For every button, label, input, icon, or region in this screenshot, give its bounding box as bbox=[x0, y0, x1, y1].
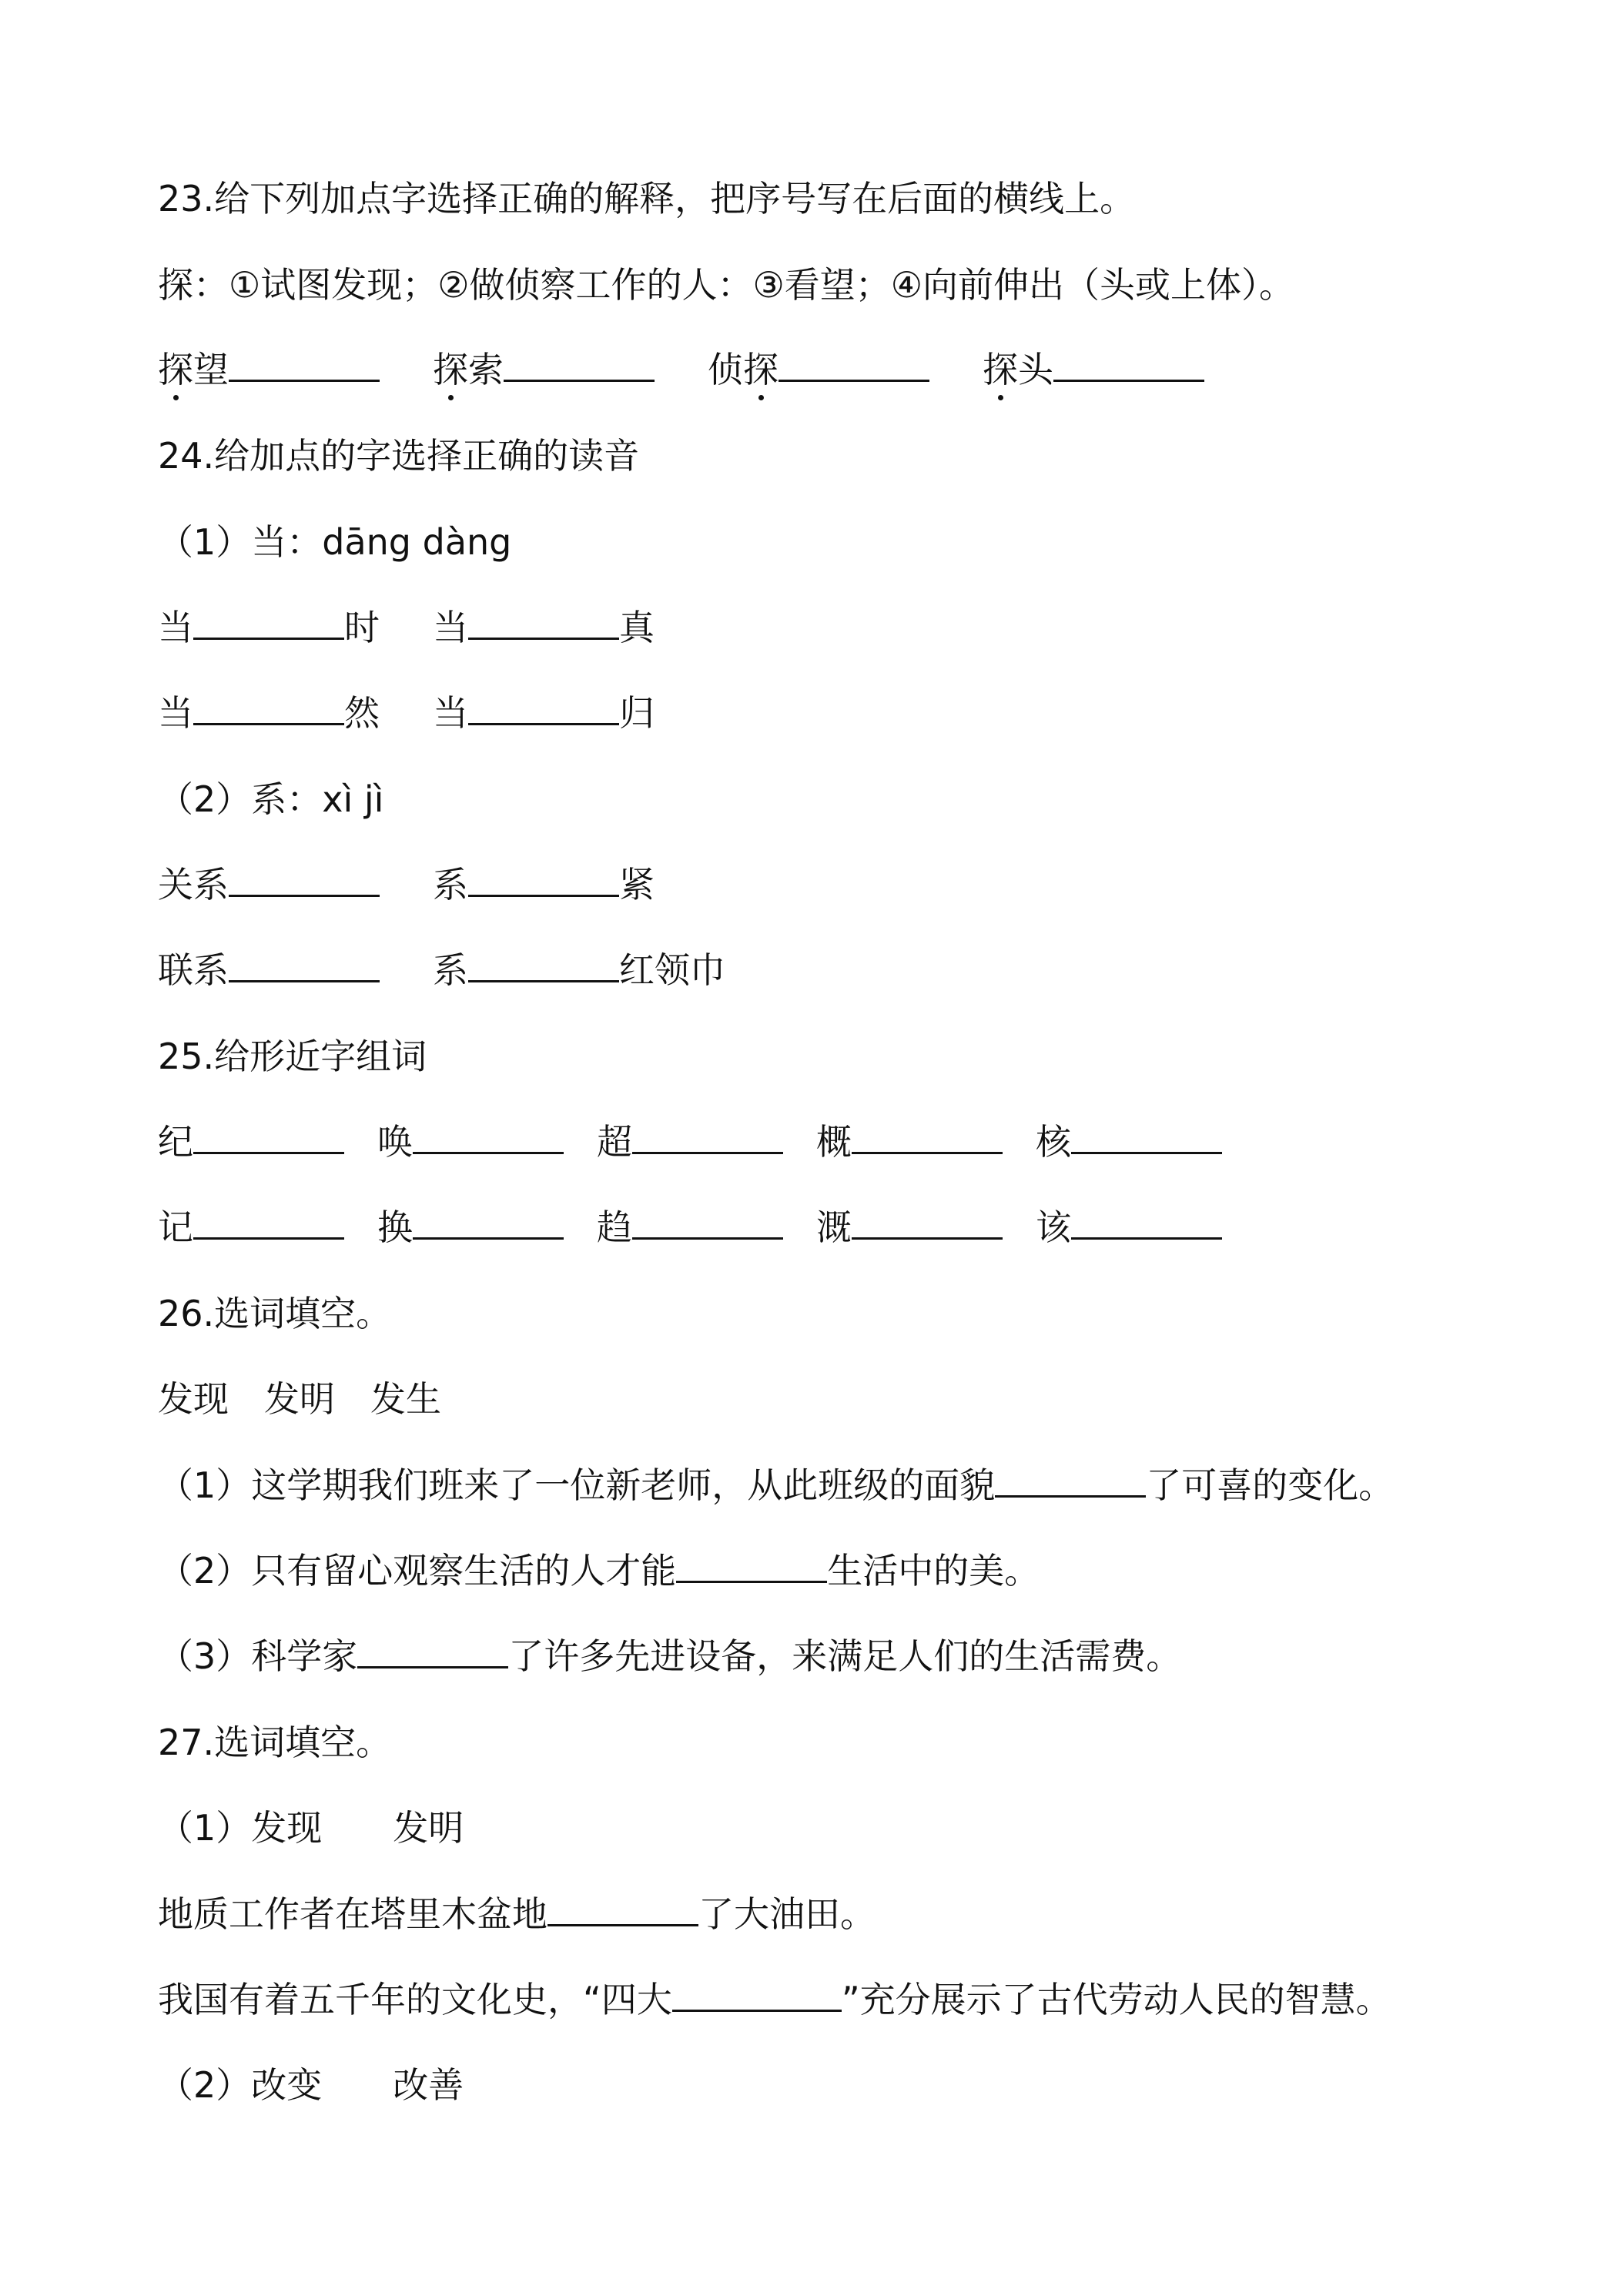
q24-sub2: （2）系：xì jì bbox=[158, 778, 384, 820]
q25-item: 纪 bbox=[158, 1111, 344, 1173]
q25-item: 趋 bbox=[597, 1197, 783, 1258]
q25-title: 25.给形近字组词 bbox=[158, 1036, 427, 1077]
answer-blank[interactable] bbox=[468, 945, 619, 982]
q25-item: 溉 bbox=[816, 1197, 1003, 1258]
q25-row-2 bbox=[158, 1197, 1313, 1258]
q24-item: 当 真 bbox=[433, 597, 655, 658]
q27-item-1: 地质工作者在塔里木盆地 了大油田。 bbox=[158, 1883, 876, 1945]
q25-item: 换 bbox=[377, 1197, 564, 1258]
answer-blank[interactable] bbox=[193, 688, 344, 725]
answer-blank[interactable] bbox=[193, 1116, 344, 1154]
answer-blank[interactable] bbox=[852, 1116, 1003, 1154]
answer-blank[interactable] bbox=[779, 344, 929, 382]
q24-title: 24.给加点的字选择正确的读音 bbox=[158, 435, 640, 477]
answer-blank[interactable] bbox=[357, 1631, 508, 1668]
q24-item: 当 然 bbox=[158, 682, 380, 744]
q23-options: 探：①试图发现；②做侦察工作的人：③看望；④向前伸出（头或上体）。 bbox=[158, 264, 1294, 306]
q25-item: 核 bbox=[1036, 1111, 1222, 1173]
q23-word-4: 探头 bbox=[983, 339, 1204, 400]
q26-choices: 发现 发明 发生 bbox=[158, 1378, 441, 1420]
answer-blank[interactable] bbox=[504, 344, 655, 382]
q24-item: 系 紧 bbox=[433, 854, 655, 915]
answer-blank[interactable] bbox=[413, 1116, 564, 1154]
q24-item: 当 时 bbox=[158, 597, 380, 658]
answer-blank[interactable] bbox=[229, 945, 380, 982]
q25-item: 唤 bbox=[377, 1111, 564, 1173]
q27-sub2: （2）改变 改善 bbox=[158, 2064, 464, 2106]
q25-row-1 bbox=[158, 1111, 1313, 1173]
answer-blank[interactable] bbox=[995, 1460, 1146, 1498]
q26-item-1: （1）这学期我们班来了一位新老师，从此班级的面貌 了可喜的变化。 bbox=[158, 1454, 1394, 1516]
answer-blank[interactable] bbox=[229, 344, 380, 382]
q24-item: 关系 bbox=[158, 854, 380, 915]
q27-item-2: 我国有着五千年的文化史，“四大 ”充分展示了古代劳动人民的智慧。 bbox=[158, 1969, 1391, 2030]
q26-item-3: （3）科学家 了许多先进设备，来满足人们的生活需费。 bbox=[158, 1625, 1181, 1687]
q25-item: 概 bbox=[816, 1111, 1003, 1173]
answer-blank[interactable] bbox=[193, 602, 344, 640]
q24-row-2 bbox=[158, 682, 928, 744]
q24-sub1: （1）当：dāng dàng bbox=[158, 521, 512, 563]
answer-blank[interactable] bbox=[672, 1974, 842, 2012]
q26-item-2: （2）只有留心观察生活的人才能 生活中的美。 bbox=[158, 1540, 1040, 1602]
q24-row-3 bbox=[158, 854, 928, 915]
answer-blank[interactable] bbox=[632, 1202, 783, 1240]
q23-word-1: 探望 bbox=[158, 339, 380, 400]
q26-title: 26.选词填空。 bbox=[158, 1293, 392, 1334]
q24-item: 系 红领巾 bbox=[433, 939, 725, 1001]
q24-item: 当 归 bbox=[433, 682, 655, 744]
answer-blank[interactable] bbox=[468, 602, 619, 640]
q27-title: 27.选词填空。 bbox=[158, 1722, 392, 1763]
answer-blank[interactable] bbox=[852, 1202, 1003, 1240]
answer-blank[interactable] bbox=[676, 1545, 827, 1583]
answer-blank[interactable] bbox=[413, 1202, 564, 1240]
answer-blank[interactable] bbox=[193, 1202, 344, 1240]
q23-word-3: 侦探 bbox=[708, 339, 929, 400]
q23-title: 23.给下列加点字选择正确的解释，把序号写在后面的横线上。 bbox=[158, 178, 1136, 219]
dotted-char: 探 bbox=[983, 339, 1018, 400]
answer-blank[interactable] bbox=[1071, 1116, 1222, 1154]
q25-item: 超 bbox=[597, 1111, 783, 1173]
answer-blank[interactable] bbox=[468, 859, 619, 897]
q23-word-2: 探索 bbox=[433, 339, 655, 400]
answer-blank[interactable] bbox=[1071, 1202, 1222, 1240]
q27-sub1: （1）发现 发明 bbox=[158, 1807, 464, 1849]
answer-blank[interactable] bbox=[1053, 344, 1204, 382]
answer-blank[interactable] bbox=[229, 859, 380, 897]
q25-item: 该 bbox=[1036, 1197, 1222, 1258]
q24-row-4 bbox=[158, 939, 1005, 1001]
q24-item: 联系 bbox=[158, 939, 380, 1001]
answer-blank[interactable] bbox=[468, 688, 619, 725]
dotted-char: 探 bbox=[743, 339, 779, 400]
answer-blank[interactable] bbox=[547, 1889, 698, 1926]
dotted-char: 探 bbox=[433, 339, 468, 400]
dotted-char: 探 bbox=[158, 339, 193, 400]
q24-row-1 bbox=[158, 597, 928, 658]
q25-item: 记 bbox=[158, 1197, 344, 1258]
answer-blank[interactable] bbox=[632, 1116, 783, 1154]
q23-words-row bbox=[158, 339, 1467, 400]
